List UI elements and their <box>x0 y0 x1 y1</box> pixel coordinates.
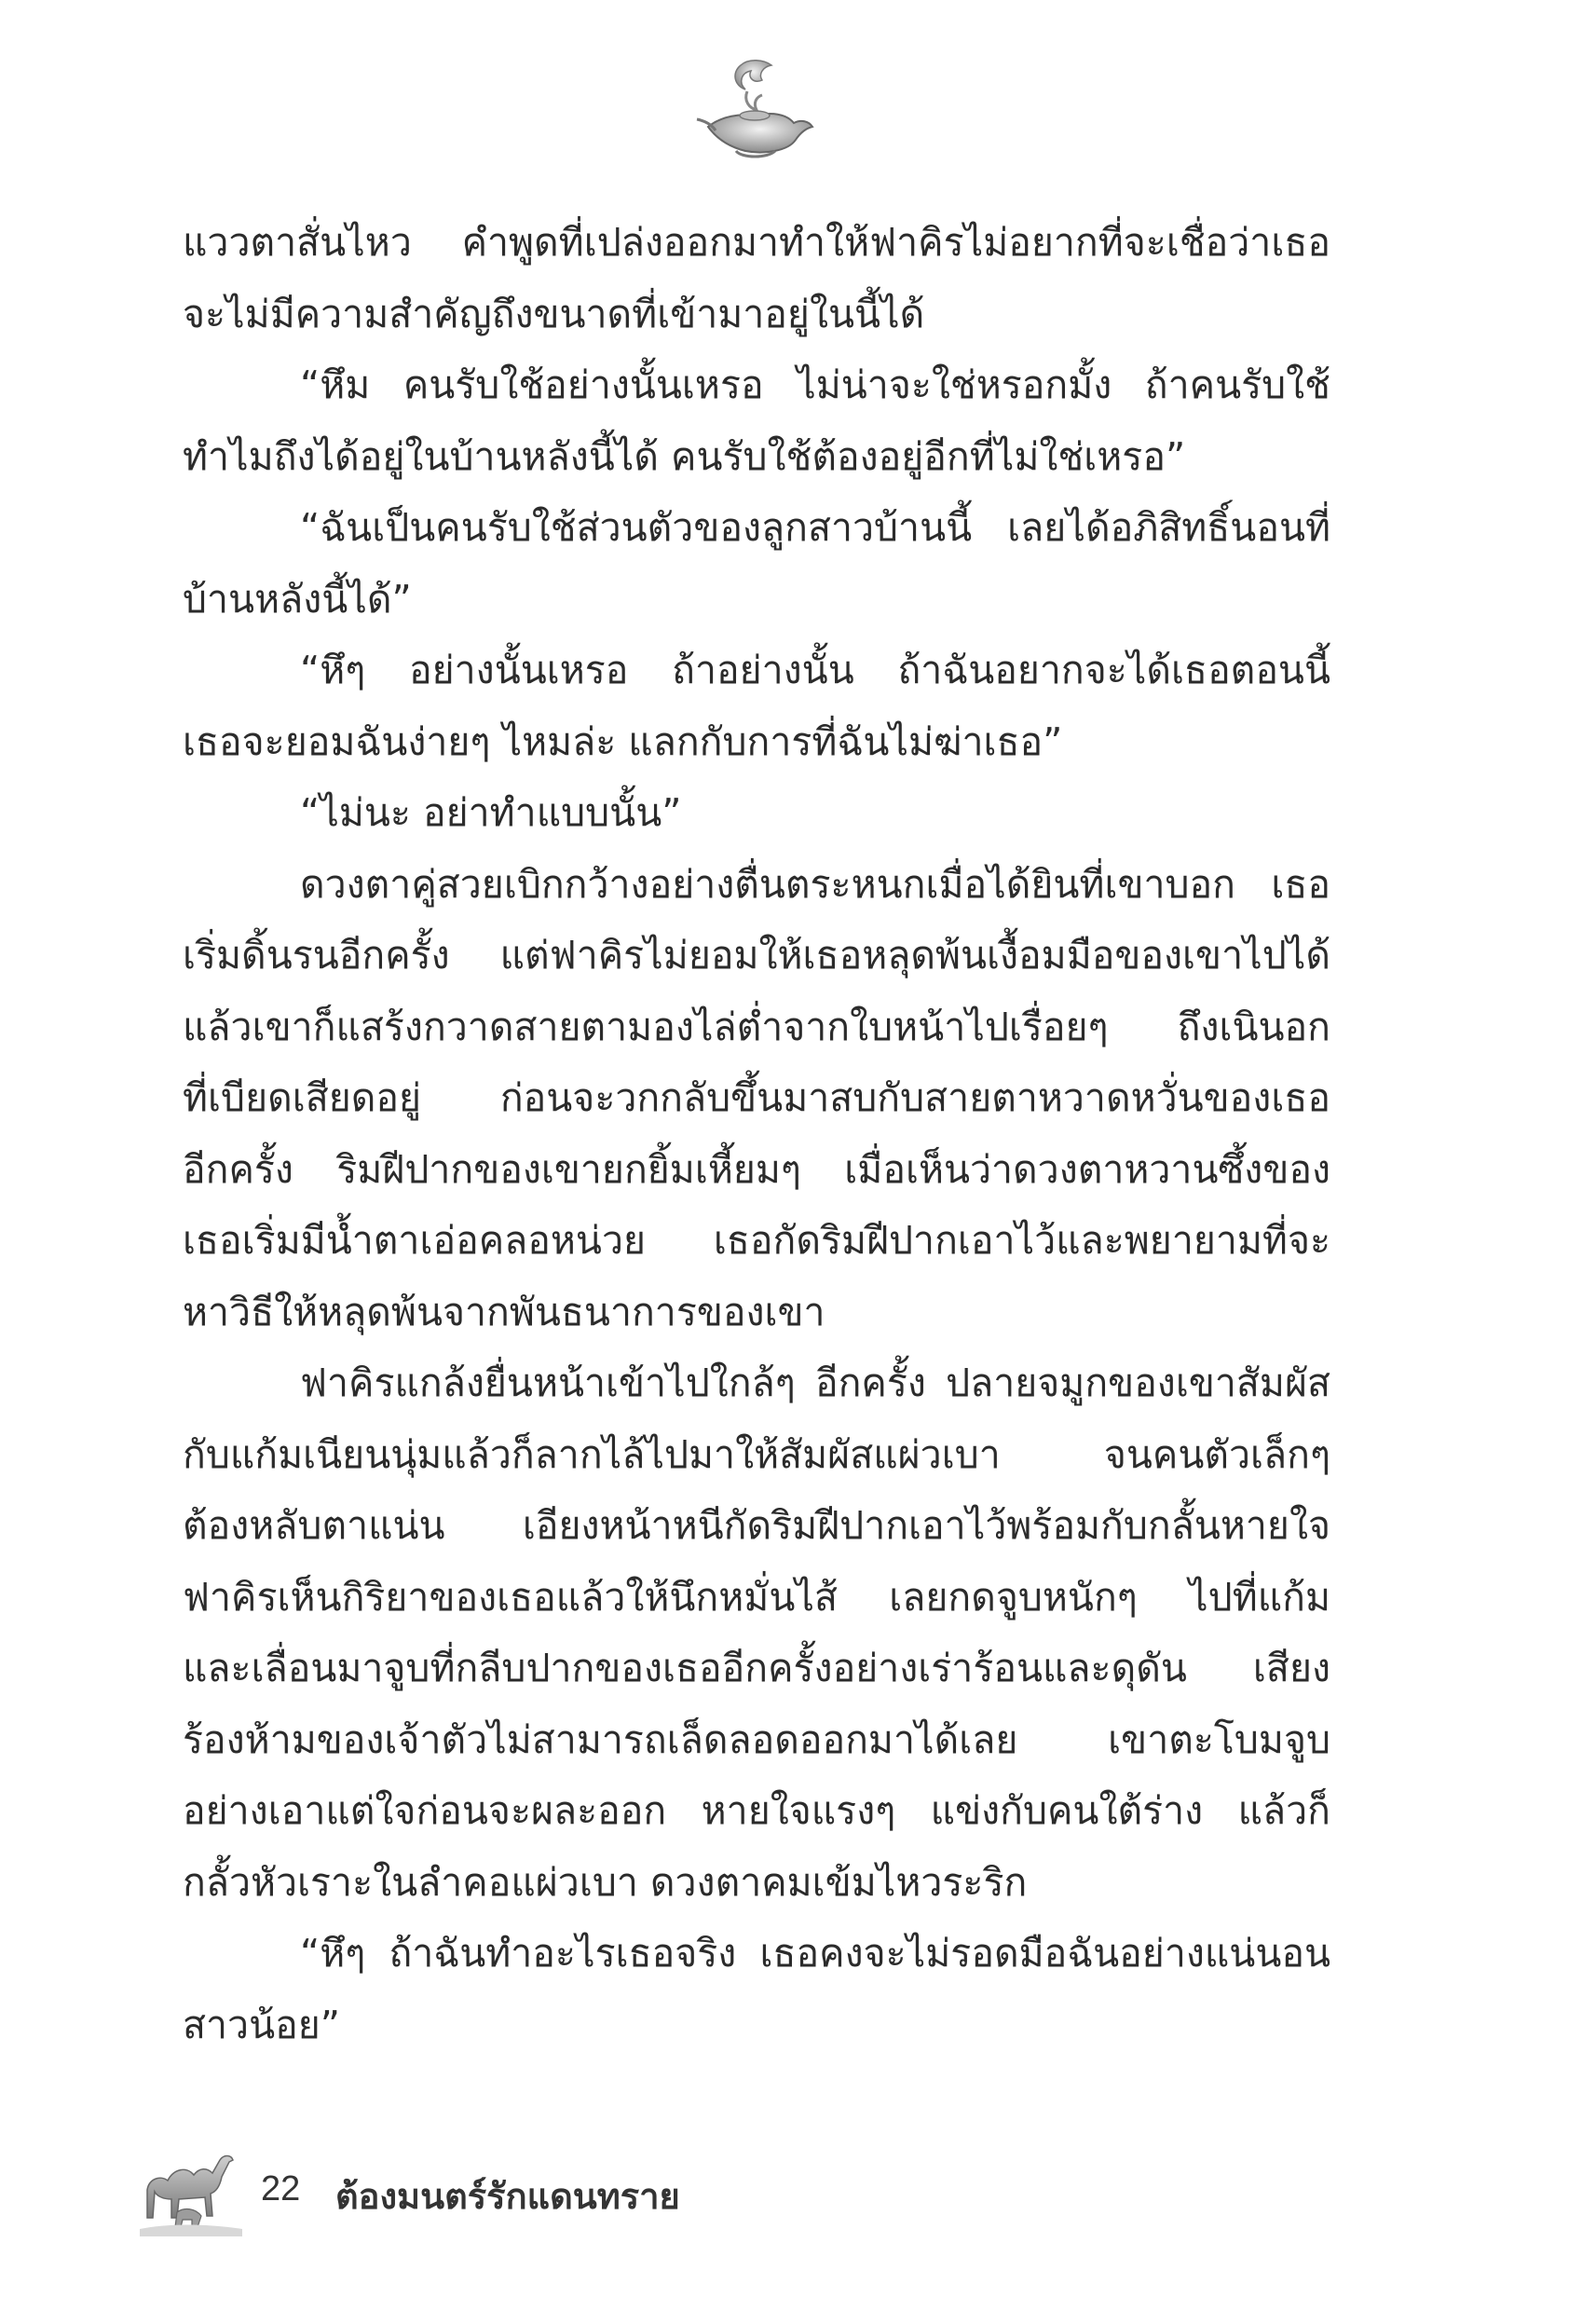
text-line: แววตาสั่นไหว คำพูดที่เปล่งออกมาทำให้ฟาคิรไม่อยากที่จะเชื่อว่าเธอ <box>183 220 1330 265</box>
paragraph <box>183 635 1330 777</box>
page-footer <box>140 2134 792 2246</box>
text-line: และเลื่อนมาจูบที่กลีบปากของเธออีกครั้งอย่างเร่าร้อนและดุดัน เสียง <box>183 1646 1330 1690</box>
text-line: อีกครั้ง ริมฝีปากของเขายกยิ้มเหี้ยมๆ เมื่อเห็นว่าดวงตาหวานซึ้งของ <box>183 1146 1330 1192</box>
paragraph <box>183 207 1330 349</box>
camel-icon <box>140 2134 242 2236</box>
text-line: จะไม่มีความสำคัญถึงขนาดที่เข้ามาอยู่ในนี้ได้ <box>183 291 925 336</box>
text-line: แล้วเขาก็แสร้งกวาดสายตามองไล่ต่ำจากใบหน้าไปเรื่อยๆ ถึงเนินอก <box>183 1004 1330 1049</box>
paragraph <box>183 1347 1330 1918</box>
text-line: ทำไมถึงได้อยู่ในบ้านหลังนี้ได้ คนรับใช้ต้องอยู่อีกที่ไม่ใช่เหรอ” <box>183 433 1186 479</box>
text-line: เธอจะยอมฉันง่ายๆ ไหมล่ะ แลกกับการที่ฉันไม่ฆ่าเธอ” <box>183 718 1063 764</box>
paragraph <box>183 349 1330 492</box>
text-line: ที่เบียดเสียดอยู่ ก่อนจะวกกลับขึ้นมาสบกับสายตาหวาดหวั่นของเธอ <box>183 1075 1330 1120</box>
text-line: กับแก้มเนียนนุ่มแล้วก็ลากไล้ไปมาให้สัมผัสแผ่วเบา จนคนตัวเล็กๆ <box>183 1431 1330 1477</box>
text-line: “ฉันเป็นคนรับใช้ส่วนตัวของลูกสาวบ้านนี้ เลยได้อภิสิทธิ์นอนที่ <box>300 505 1330 550</box>
text-line: สาวน้อย” <box>183 2002 340 2047</box>
text-line: “หึๆ ถ้าฉันทำอะไรเธอจริง เธอคงจะไม่รอดมือฉันอย่างแน่นอน <box>300 1931 1330 1976</box>
text-line: “ไม่นะ อย่าทำแบบนั้น” <box>300 790 682 835</box>
book-title: ต้องมนตร์รักแดนทราย <box>335 2176 680 2217</box>
text-line: “หึม คนรับใช้อย่างนั้นเหรอ ไม่น่าจะใช่หรอกมั้ง ถ้าคนรับใช้ <box>300 362 1330 407</box>
text-line: หาวิธีให้หลุดพ้นจากพันธนาการของเขา <box>183 1289 825 1334</box>
paragraph <box>183 777 1330 849</box>
paragraph <box>183 492 1330 635</box>
text-line: บ้านหลังนี้ได้” <box>183 576 412 622</box>
paragraph <box>183 849 1330 1348</box>
text-line: กลั้วหัวเราะในลำคอแผ่วเบา ดวงตาคมเข้มไหวระริก <box>183 1859 1028 1905</box>
page-number: 22 <box>261 2169 301 2208</box>
text-line: ต้องหลับตาแน่น เอียงหน้าหนีกัดริมฝีปากเอาไว้พร้อมกับกลั้นหายใจ <box>183 1503 1330 1548</box>
body-text <box>183 207 1330 2060</box>
genie-lamp-icon <box>689 54 820 166</box>
text-line: ฟาคิรแกล้งยื่นหน้าเข้าไปใกล้ๆ อีกครั้ง ปลายจมูกของเขาสัมผัส <box>300 1361 1330 1405</box>
text-line: “หึๆ อย่างนั้นเหรอ ถ้าอย่างนั้น ถ้าฉันอยากจะได้เธอตอนนี้ <box>300 648 1330 692</box>
text-line: เธอเริ่มมีน้ำตาเอ่อคลอหน่วย เธอกัดริมฝีปากเอาไว้และพยายามที่จะ <box>183 1218 1330 1263</box>
text-line: ฟาคิรเห็นกิริยาของเธอแล้วให้นึกหมั่นไส้ เลยกดจูบหนักๆ ไปที่แก้ม <box>183 1574 1330 1620</box>
paragraph <box>183 1918 1330 2060</box>
text-line: ร้องห้ามของเจ้าตัวไม่สามารถเล็ดลอดออกมาได้เลย เขาตะโบมจูบ <box>183 1716 1330 1762</box>
text-line: ดวงตาคู่สวยเบิกกว้างอย่างตื่นตระหนกเมื่อได้ยินที่เขาบอก เธอ <box>300 861 1330 907</box>
text-line: เริ่มดิ้นรนอีกครั้ง แต่ฟาคิรไม่ยอมให้เธอหลุดพ้นเงื้อมมือของเขาไปได้ <box>183 933 1330 978</box>
text-line: อย่างเอาแต่ใจก่อนจะผละออก หายใจแรงๆ แข่งกับคนใต้ร่าง แล้วก็ <box>183 1788 1330 1833</box>
